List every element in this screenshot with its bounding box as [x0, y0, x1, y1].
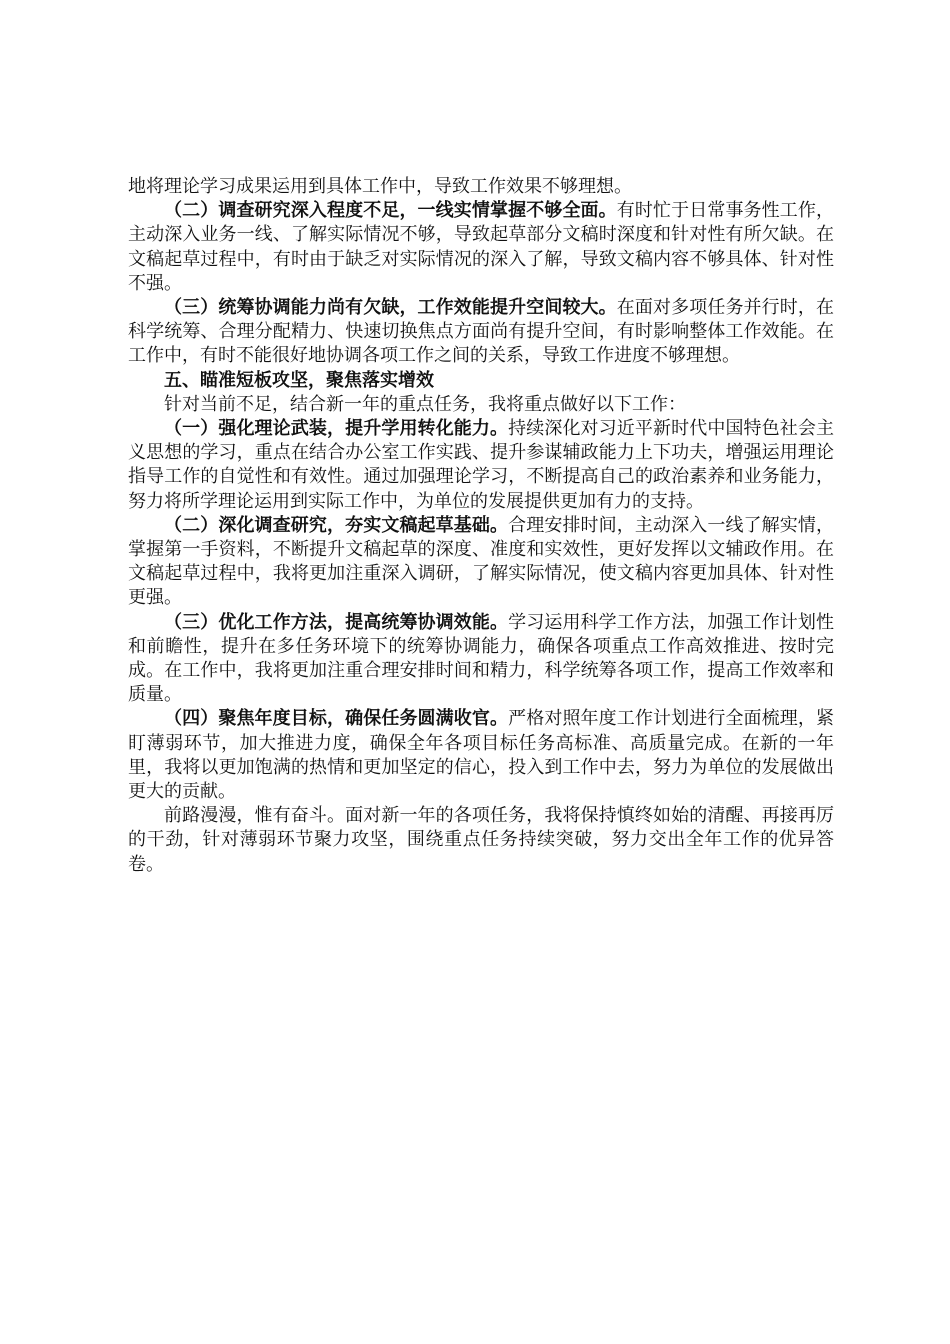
section-intro: 针对当前不足，结合新一年的重点任务，我将重点做好以下工作： [164, 393, 686, 415]
paragraph-lead: （三）统筹协调能力尚有欠缺，工作效能提升空间较大。 [164, 297, 617, 319]
plan-item-1 [128, 417, 834, 514]
paragraph-lead: （一）强化理论武装，提升学用转化能力。 [164, 418, 509, 440]
paragraph-continuation: 地将理论学习成果运用到具体工作中，导致工作效果不够理想。 [128, 176, 632, 197]
paragraph-lead: （三）优化工作方法，提高统筹协调效能。 [164, 611, 509, 633]
plan-item-4 [128, 707, 834, 804]
paragraph-text: 在面对多项任务并行时，在科学统筹、合理分配精力、快速切换焦点方面尚有提升空间，有时影响整体工作效能。在工作中，有时不能很好地协调各项工作之间的关系，导致工作进度不够理想。 [128, 297, 835, 367]
paragraph-problem-2 [128, 199, 834, 296]
section-heading: 五、瞄准短板攻坚，聚焦落实增效 [164, 369, 434, 391]
paragraph-lead: （四）聚焦年度目标，确保任务圆满收官。 [164, 708, 509, 730]
paragraph-lead: （二）深化调查研究，夯实文稿起草基础。 [164, 514, 509, 536]
plan-item-3 [128, 611, 834, 708]
closing-paragraph: 前路漫漫，惟有奋斗。面对新一年的各项任务，我将保持慎终如始的清醒、再接再厉的干劲，针对薄弱环节聚力攻坚，围绕重点任务持续突破，努力交出全年工作的优异答卷。 [128, 805, 834, 875]
paragraph-text: 持续深化对习近平新时代中国特色社会主义思想的学习，重点在结合办公室工作实践、提升参谋辅政能力上下功夫，增强运用理论指导工作的自觉性和有效性。通过加强理论学习，不断提高自己的政治素养和业务能力，努力将所学理论运用到实际工作中，为单位的发展提供更加有力的支持。 [128, 418, 834, 512]
paragraph-problem-3 [128, 296, 834, 369]
paragraph-text: 合理安排时间，主动深入一线了解实情，掌握第一手资料，不断提升文稿起草的深度、准度和实效性，更好发挥以文辅政作用。在文稿起草过程中，我将更加注重深入调研，了解实际情况，使文稿内容更加具体、针对性更强。 [128, 514, 834, 609]
paragraph-lead: （二）调查研究深入程度不足，一线实情掌握不够全面。 [164, 200, 617, 222]
plan-item-2 [128, 514, 834, 611]
paragraph-text: 有时忙于日常事务性工作，主动深入业务一线、了解实际情况不够，导致起草部分文稿时深度和针对性有所欠缺。在文稿起草过程中，有时由于缺乏对实际情况的深入了解，导致文稿内容不够具体、针对性不强。 [128, 200, 835, 294]
document-body [128, 175, 834, 877]
paragraph-text: 学习运用科学工作方法，加强工作计划性和前瞻性，提升在多任务环境下的统筹协调能力，确保各项重点工作高效推进、按时完成。在工作中，我将更加注重合理安排时间和精力，科学统筹各项工作，提高工作效率和质量。 [128, 611, 834, 706]
paragraph-text: 严格对照年度工作计划进行全面梳理，紧盯薄弱环节，加大推进力度，确保全年各项目标任务高标准、高质量完成。在新的一年里，我将以更加饱满的热情和更加坚定的信心，投入到工作中去，努力为单位的发展做出更大的贡献。 [128, 708, 834, 803]
